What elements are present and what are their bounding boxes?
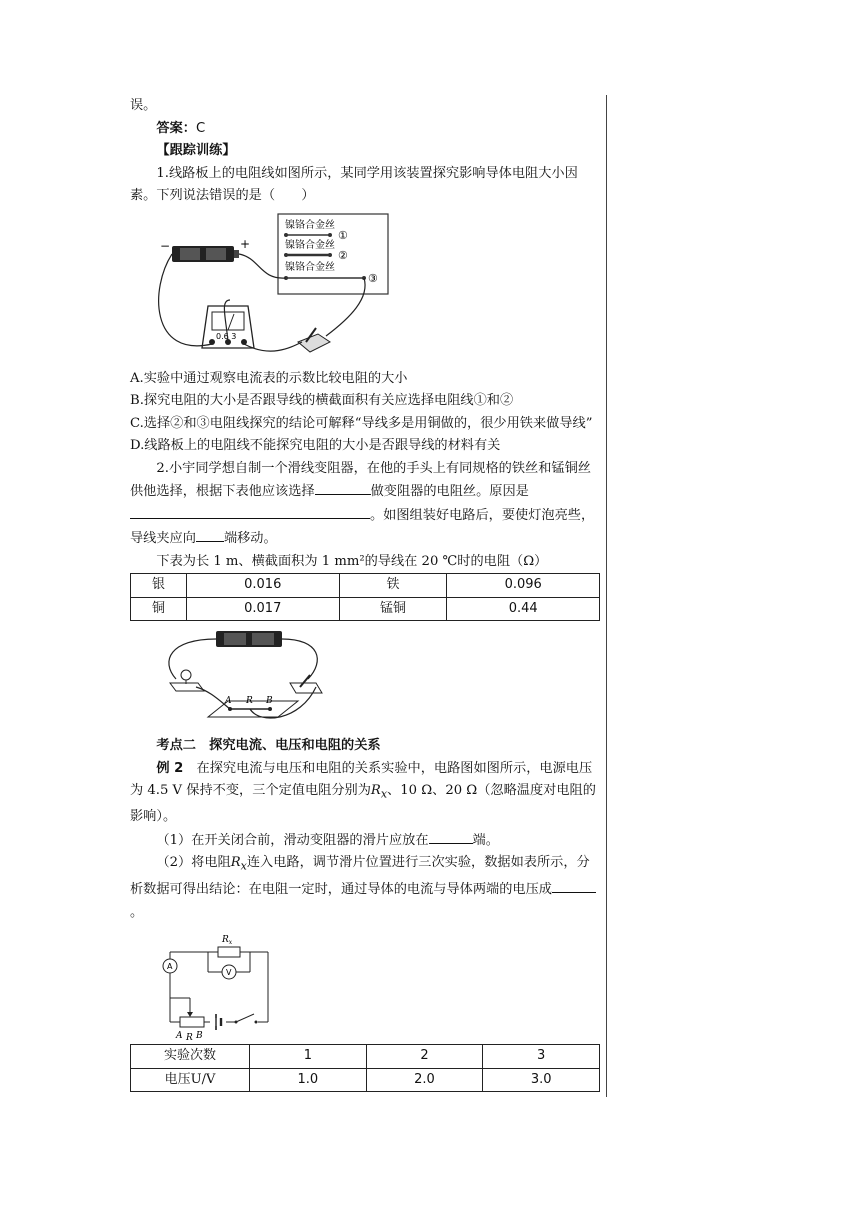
table-header-cell: 1	[250, 1045, 367, 1069]
experiment-table	[130, 1044, 600, 1092]
ex2-sub1	[130, 829, 600, 853]
ammeter-symbol: A	[167, 962, 173, 972]
document-page	[130, 95, 600, 1092]
answer-blank-reason[interactable]	[130, 504, 370, 519]
ex2-label: 例 2	[156, 760, 184, 776]
q2-table-caption: 下表为长 1 m、横截面积为 1 mm²的导线在 20 ℃时的电阻（Ω）	[156, 553, 548, 569]
q2-text-1: 2.小宇同学想自制一个滑线变阻器，在他的手头上有同规格的铁丝和锰铜丝供他选择，根据下表他应该选择	[130, 460, 591, 499]
ex2-text	[130, 758, 600, 829]
rx-subscript: x	[240, 859, 247, 873]
wire3-number: ③	[368, 271, 378, 285]
answer-label: 答案：	[156, 120, 196, 136]
table-cell: 1.0	[250, 1068, 367, 1092]
q1-option-a: A.实验中通过观察电流表的示数比较电阻的大小	[130, 370, 408, 386]
rx-symbol: R	[370, 783, 381, 798]
rheostat-b-label: B	[196, 1031, 203, 1041]
battery-icon	[172, 246, 239, 262]
answer-line	[130, 118, 600, 141]
ammeter-scale: 0.6 3	[216, 331, 237, 341]
ex2-sub2-b: 连入电路，调节滑片位置进行三次实验，数据如表所示，分析数据可得出结论：在电阻一定时，通过导体的电流与导体两端的电压成	[130, 855, 590, 898]
point-a-label: A	[225, 696, 232, 706]
column-rule	[606, 95, 607, 1097]
table-header-cell: 3	[483, 1045, 600, 1069]
switch-icon	[298, 328, 330, 352]
ex2-sub1-a: （1）在开关闭合前，滑动变阻器的滑片应放在	[156, 832, 429, 848]
table-cell: 0.017	[186, 597, 339, 621]
ex2-text-a: 在探究电流与电压和电阻的关系实验中，电路图如图所示，电源电压为 4.5 V 保持不变，三个定值电阻分别为	[130, 760, 593, 798]
q2-text-2: 做变阻器的电阻丝。原因是	[370, 484, 529, 499]
rheostat-icon	[180, 1017, 204, 1027]
rheostat-r-label: R	[186, 1033, 193, 1041]
section-follow-heading: 【跟踪训练】	[156, 143, 236, 158]
wire3-label: 镍铬合金丝	[285, 261, 335, 273]
resistivity-table	[130, 573, 600, 621]
answer-blank-relation[interactable]	[552, 878, 596, 893]
q1-option-d: D.线路板上的电阻线不能探究电阻的大小是否跟导线的材料有关	[130, 438, 501, 453]
point-b-label: B	[266, 696, 273, 706]
switch-icon	[290, 675, 322, 693]
table-cell: 锰铜	[339, 597, 447, 621]
minus-sign: −	[160, 238, 171, 253]
plus-sign: +	[240, 236, 251, 251]
answer-value: C	[195, 120, 206, 136]
table-row	[131, 1068, 600, 1092]
q2-text-3: 。如图组装好电路后，要使灯泡亮些，导线夹应向	[130, 507, 595, 546]
q1-option-c: C.选择②和③电阻线探究的结论可解释“导线多是用铜做的，很少用铁来做导线”	[130, 415, 593, 431]
wire1-number: ①	[338, 228, 348, 242]
q1-option-b: B.探究电阻的大小是否跟导线的横截面积有关应选择电阻线①和②	[130, 393, 514, 408]
q2-text-4: 端移动。	[223, 531, 277, 546]
table-row	[131, 574, 600, 598]
slider-r-label: R	[246, 696, 253, 706]
table-cell: 银	[131, 574, 187, 598]
answer-blank-direction[interactable]	[196, 527, 224, 542]
table-cell: 铁	[339, 574, 447, 598]
table-cell: 电压U/V	[131, 1068, 250, 1092]
table-row	[131, 1045, 600, 1069]
ex2-sub1-b: 端。	[472, 832, 499, 848]
ex2-sub2	[130, 852, 600, 924]
ex2-sub2-a: （2）将电阻	[156, 855, 231, 871]
rx-subscript: x	[380, 787, 388, 801]
table-row	[131, 597, 600, 621]
table-cell: 铜	[131, 597, 187, 621]
table-cell: 2.0	[366, 1068, 483, 1092]
table-header-cell: 实验次数	[131, 1045, 250, 1069]
rheostat-a-label: A	[176, 1031, 183, 1041]
text-fragment: 误。	[130, 98, 157, 113]
section2-heading: 考点二 探究电流、电压和电阻的关系	[156, 738, 381, 753]
q2-rheostat-figure	[130, 621, 600, 731]
wire2-number: ②	[338, 248, 348, 262]
table-cell: 0.44	[447, 597, 600, 621]
answer-blank-slider-end[interactable]	[429, 829, 473, 844]
resistor-rx	[218, 947, 240, 957]
answer-blank-material[interactable]	[315, 480, 371, 495]
ex2-sub2-c: 。	[130, 904, 144, 920]
ex2-text-b: 、10 Ω、20 Ω（忽略温度对电阻的影响）。	[130, 783, 596, 825]
voltmeter-symbol: V	[226, 968, 232, 978]
q2-stem	[130, 458, 600, 551]
ex2-circuit-diagram	[130, 930, 600, 1040]
table-cell: 0.016	[186, 574, 339, 598]
q1-stem: 1.线路板上的电阻线如图所示，某同学用该装置探究影响导体电阻大小因素。下列说法错误的是（ ）	[130, 165, 578, 203]
wire1-label: 镍铬合金丝	[285, 219, 335, 231]
rx-symbol: R	[230, 855, 241, 871]
table-cell: 0.096	[447, 574, 600, 598]
table-header-cell: 2	[366, 1045, 483, 1069]
resistor-rx-label: $R_x$	[222, 935, 233, 947]
q1-circuit-figure	[130, 208, 600, 368]
wire2-label: 镍铬合金丝	[285, 239, 335, 251]
battery-icon	[216, 631, 282, 647]
table-cell: 3.0	[483, 1068, 600, 1092]
